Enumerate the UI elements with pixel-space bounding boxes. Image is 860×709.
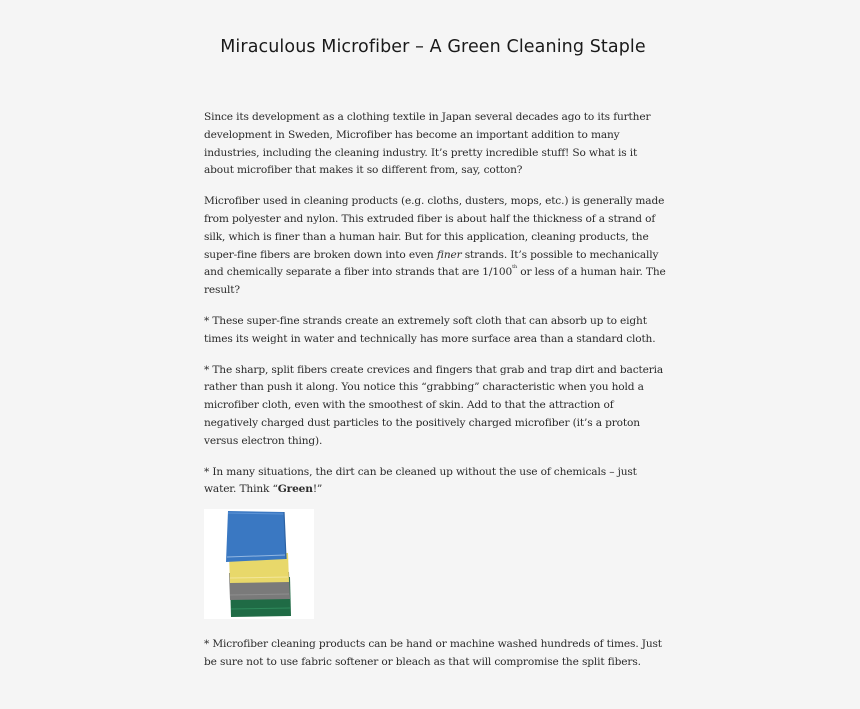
text-line: industries, including the cleaning industry. It’s pretty incredible stuff! So what is it: [204, 146, 638, 159]
text-line: * In many situations, the dirt can be cleaned up without the use of chemicals – just: [204, 465, 637, 478]
text-line: rather than push it along. You notice this “grabbing” characteristic when you hold a: [204, 381, 644, 394]
superscript-th: th: [512, 264, 518, 271]
paragraph-washing: [204, 636, 664, 672]
page-title: Miraculous Microfiber – A Green Cleaning Staple: [220, 37, 646, 57]
text-line: about microfiber that makes it so different from, say, cotton?: [204, 164, 523, 177]
text-segment: super-fine fibers are broken down into even: [204, 248, 437, 261]
text-line: be sure not to use fabric softener or bleach as that will compromise the split fibers.: [204, 655, 641, 668]
text-line: from polyester and nylon. This extruded fiber is about half the thickness of a strand of: [204, 212, 656, 225]
emphasis-finer: finer: [436, 248, 462, 261]
text-line: * The sharp, split fibers create crevices and fingers that grab and trap dirt and bacteria: [204, 363, 664, 376]
text-line: result?: [204, 284, 240, 297]
text-line: * Microfiber cleaning products can be hand or machine washed hundreds of times. Just: [204, 638, 662, 651]
text-line: silk, which is finer than a human hair. But for this application, cleaning products, the: [204, 230, 649, 243]
paragraph-absorbency: [204, 313, 664, 349]
cloth-stack-illustration: [204, 509, 314, 619]
paragraph-split-fibers: [204, 362, 664, 451]
microfiber-cloths-image: [204, 509, 314, 619]
text-line: [204, 264, 664, 282]
text-line: times its weight in water and technically has more surface area than a standard cloth.: [204, 332, 656, 345]
emphasis-green: Green: [277, 483, 313, 496]
text-line: development in Sweden, Microfiber has become an important addition to many: [204, 128, 620, 141]
text-line: microfiber cloth, even with the smoothest of skin. Add to that the attraction of: [204, 399, 614, 412]
text-line: negatively charged dust particles to the positively charged microfiber (it’s a proton: [204, 416, 640, 429]
blue-cloth: [226, 511, 286, 562]
text-segment: and chemically separate a fiber into strands that are 1/100: [204, 266, 513, 279]
text-segment: or less of a human hair. The: [517, 266, 666, 279]
text-segment: strands. It’s possible to mechanically: [461, 248, 659, 261]
paragraph-chemical-free: [204, 464, 664, 500]
article-body: [204, 109, 664, 685]
text-line: Since its development as a clothing textile in Japan several decades ago to its further: [204, 111, 651, 123]
text-line: versus electron thing).: [204, 434, 323, 447]
text-line: [204, 247, 664, 265]
text-line: * These super-fine strands create an extremely soft cloth that can absorb up to eight: [204, 314, 647, 327]
text-segment: !”: [312, 483, 323, 496]
text-line: [204, 481, 664, 499]
paragraph-intro: [204, 109, 664, 180]
text-line: Microfiber used in cleaning products (e.g. cloths, dusters, mops, etc.) is generally made: [204, 195, 665, 208]
paragraph-composition: [204, 193, 664, 300]
text-segment: water. Think “: [204, 483, 278, 496]
